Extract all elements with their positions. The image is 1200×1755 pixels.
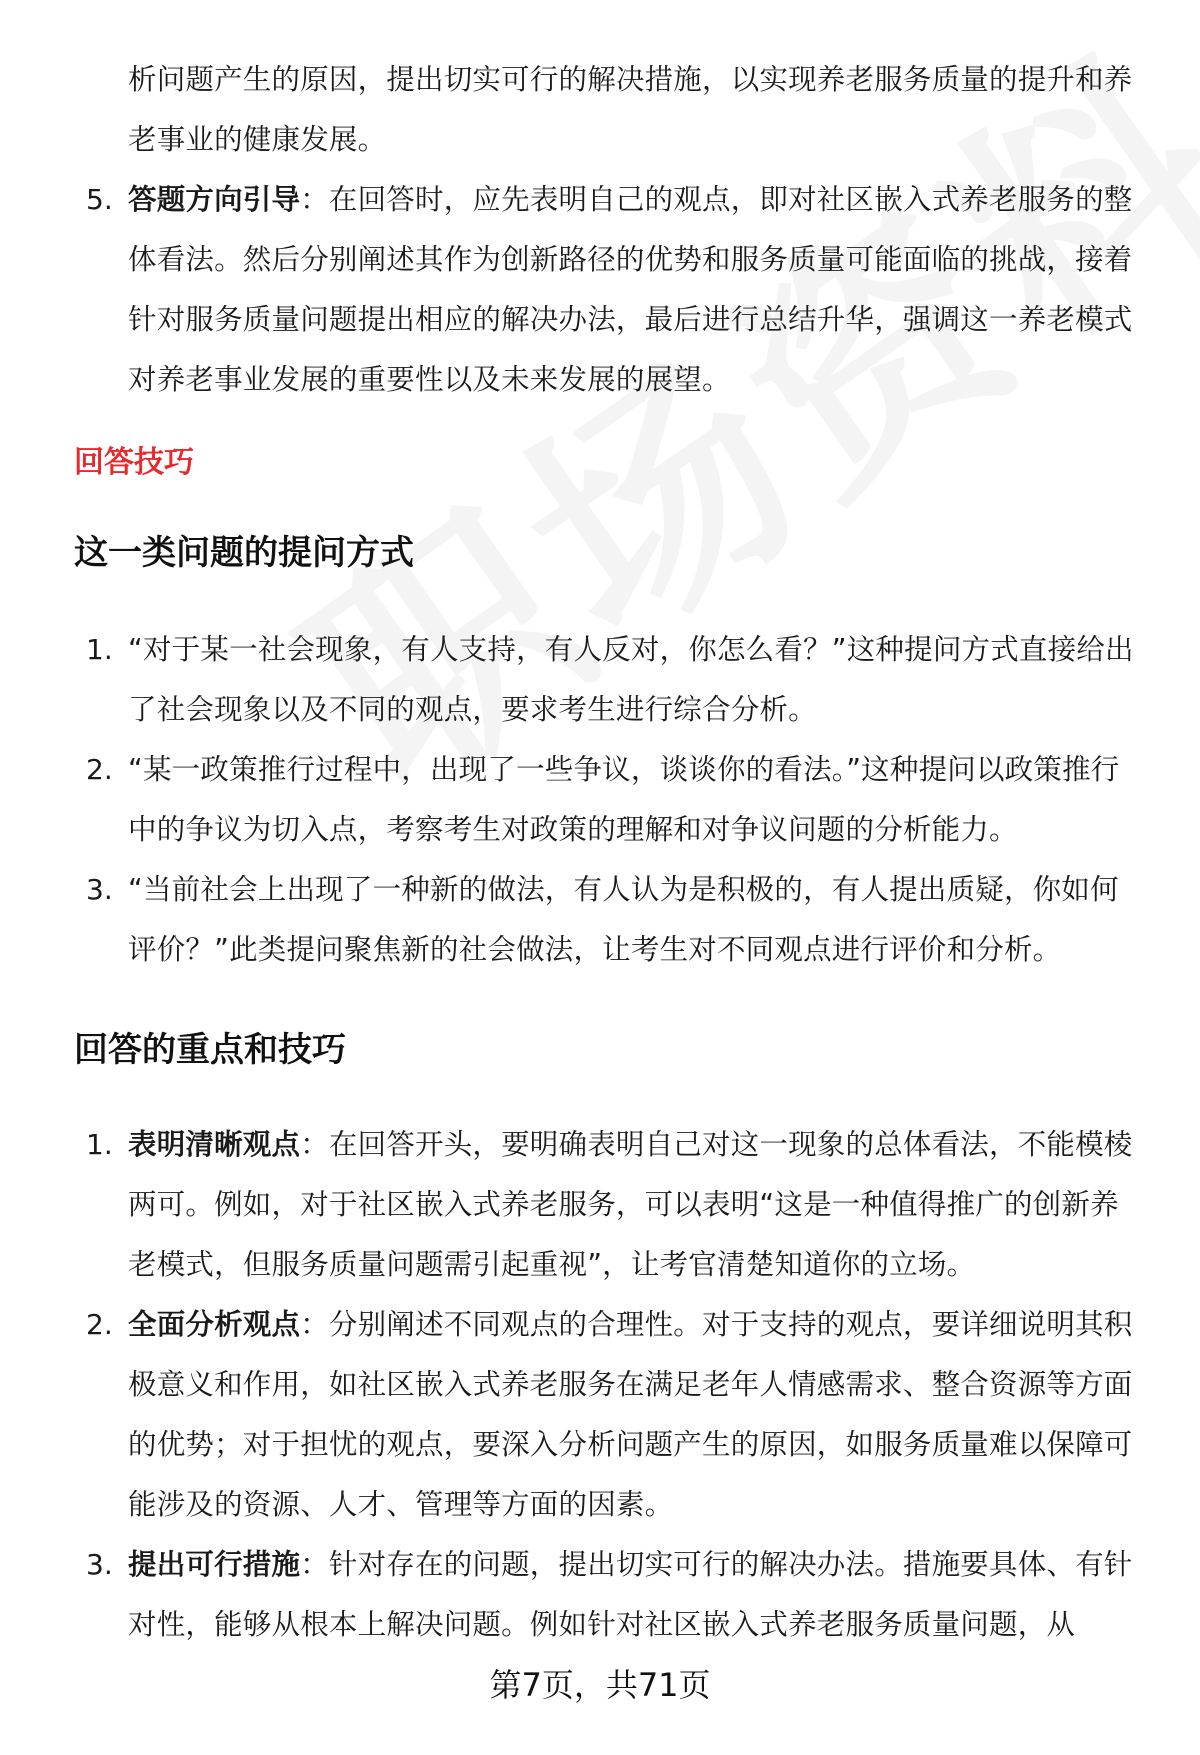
list-item-body: 针对存在的问题，提出切实可行的解决办法。措施要具体、有针对性，能够从根本上解决问题。例如针对社区嵌入式养老服务质量问题，从 bbox=[128, 1548, 1133, 1641]
list-item-body: 在回答开头，要明确表明自己对这一现象的总体看法，不能模棱两可。例如，对于社区嵌入式养老服务，可以表明“这是一种值得推广的创新养老模式，但服务质量问题需引起重视”，让考官清楚知道你的立场。 bbox=[128, 1128, 1133, 1281]
list-item-body: “当前社会上出现了一种新的做法，有人认为是积极的，有人提出质疑，你如何评价？”此类提问聚焦新的社会做法，让考生对不同观点进行评价和分析。 bbox=[128, 873, 1119, 966]
list-number: 2. bbox=[86, 1308, 113, 1341]
list-item-colon: ： bbox=[300, 1128, 329, 1161]
list-item-title: 表明清晰观点 bbox=[128, 1128, 301, 1161]
list-item-title: 提出可行措施 bbox=[128, 1548, 301, 1581]
list-item-text bbox=[128, 1115, 1143, 1295]
section-heading-answer-tips: 回答的重点和技巧 bbox=[74, 1030, 346, 1070]
list-item-text bbox=[128, 1295, 1143, 1535]
list-number: 5. bbox=[86, 183, 113, 216]
list-item-colon: ： bbox=[300, 1548, 329, 1581]
list-item-colon: ： bbox=[300, 1308, 329, 1341]
section-heading-question-styles: 这一类问题的提问方式 bbox=[74, 533, 414, 573]
list-item-text bbox=[128, 170, 1143, 410]
tips-heading: 回答技巧 bbox=[74, 445, 194, 480]
list-item-body: 分别阐述不同观点的合理性。对于支持的观点，要详细说明其积极意义和作用，如社区嵌入式养老服务在满足老年人情感需求、整合资源等方面的优势；对于担忧的观点，要深入分析问题产生的原因，如服务质量难以保障可能涉及的资源、人才、管理等方面的因素。 bbox=[128, 1308, 1133, 1521]
list-number: 1. bbox=[86, 1128, 113, 1161]
list-item-body: “对于某一社会现象，有人支持，有人反对，你怎么看？”这种提问方式直接给出了社会现象以及不同的观点，要求考生进行综合分析。 bbox=[128, 633, 1134, 726]
continuation-paragraph: 析问题产生的原因，提出切实可行的解决措施，以实现养老服务质量的提升和养老事业的健康发展。 bbox=[128, 63, 1133, 156]
list-number: 2. bbox=[86, 753, 113, 786]
list-number: 1. bbox=[86, 633, 113, 666]
list-item-text bbox=[128, 1535, 1143, 1655]
list-item-body: “某一政策推行过程中，出现了一些争议，谈谈你的看法。”这种提问以政策推行中的争议为切入点，考察考生对政策的理解和对争议问题的分析能力。 bbox=[128, 753, 1120, 846]
list-item-body: 在回答时，应先表明自己的观点，即对社区嵌入式养老服务的整体看法。然后分别阐述其作为创新路径的优势和服务质量可能面临的挑战，接着针对服务质量问题提出相应的解决办法，最后进行总结升华，强调这一养老模式对养老事业发展的重要性以及未来发展的展望。 bbox=[128, 183, 1133, 396]
list-item-colon: ： bbox=[300, 183, 329, 216]
list-item-title: 答题方向引导 bbox=[128, 183, 301, 216]
list-item-title: 全面分析观点 bbox=[128, 1308, 301, 1341]
list-number: 3. bbox=[86, 873, 113, 906]
list-number: 3. bbox=[86, 1548, 113, 1581]
page-footer: 第7页，共71页 bbox=[489, 1666, 711, 1704]
